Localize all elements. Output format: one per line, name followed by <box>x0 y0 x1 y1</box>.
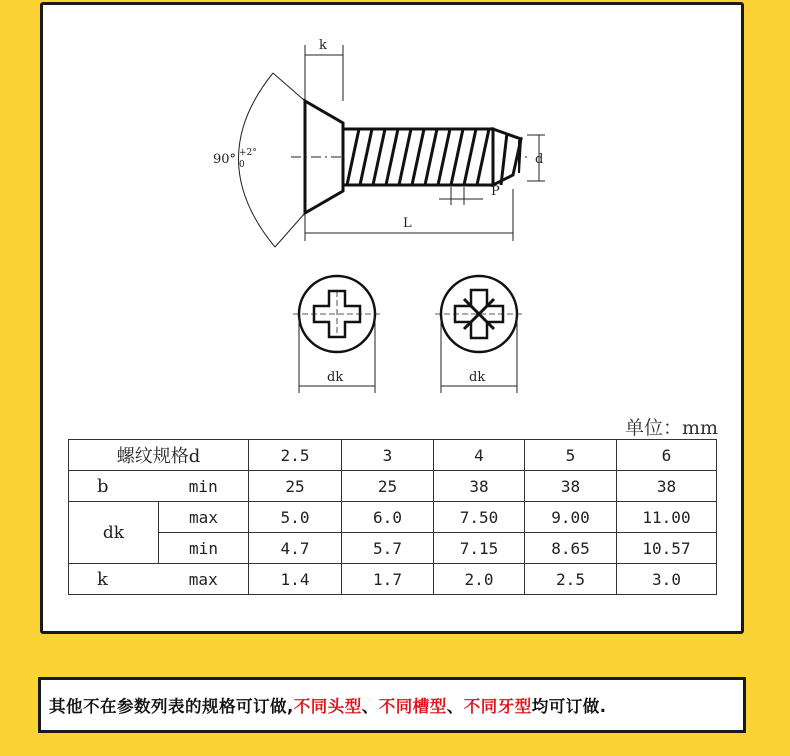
b-value: 38 <box>617 471 717 502</box>
dk-min-value: 8.65 <box>525 533 617 564</box>
size-cell: 6 <box>617 440 717 471</box>
dk-max-value: 11.00 <box>617 502 717 533</box>
b-value: 38 <box>434 471 525 502</box>
size-cell: 5 <box>525 440 617 471</box>
size-cell: 4 <box>434 440 525 471</box>
k-value: 3.0 <box>617 564 717 595</box>
phillips-head-icon <box>293 276 381 352</box>
label-dk-right: dk <box>469 370 486 385</box>
dk-max-sub: max <box>159 502 249 533</box>
b-sub: min <box>159 471 249 502</box>
table-row-dk-max <box>69 502 717 533</box>
k-label: k <box>69 564 159 595</box>
header-label: 螺纹规格d <box>69 440 249 471</box>
table-row-b <box>69 471 717 502</box>
dk-max-value: 9.00 <box>525 502 617 533</box>
size-cell: 3 <box>342 440 434 471</box>
table-row-k <box>69 564 717 595</box>
label-d: d <box>535 152 544 167</box>
note-separator: 、 <box>446 697 464 716</box>
label-dk-left: dk <box>327 370 344 385</box>
dk-min-value: 5.7 <box>342 533 434 564</box>
b-value: 25 <box>342 471 434 502</box>
dk-max-value: 7.50 <box>434 502 525 533</box>
screw-technical-drawing <box>43 5 743 405</box>
note-red-head-type: 不同头型 <box>293 697 362 716</box>
note-text-end: 均可订做. <box>531 697 607 716</box>
k-value: 2.5 <box>525 564 617 595</box>
label-l: L <box>403 216 412 231</box>
label-angle-tol-bottom: 0 <box>239 160 245 170</box>
label-k: k <box>319 38 327 53</box>
k-sub: max <box>159 564 249 595</box>
dk-min-value: 10.57 <box>617 533 717 564</box>
k-value: 1.7 <box>342 564 434 595</box>
b-value: 38 <box>525 471 617 502</box>
spec-table <box>68 439 717 595</box>
dk-label: dk <box>69 502 159 564</box>
custom-order-note <box>38 677 746 733</box>
dk-min-value: 4.7 <box>249 533 342 564</box>
size-cell: 2.5 <box>249 440 342 471</box>
label-p: P <box>491 184 500 199</box>
note-red-thread-type: 不同牙型 <box>463 697 532 716</box>
table-row-dk-min <box>69 533 717 564</box>
label-angle: 90° <box>213 152 237 167</box>
spec-panel <box>40 2 744 634</box>
dk-max-value: 5.0 <box>249 502 342 533</box>
table-row-header <box>69 440 717 471</box>
pozidriv-head-icon <box>435 276 523 352</box>
k-value: 2.0 <box>434 564 525 595</box>
b-label: b <box>69 471 159 502</box>
note-text-start: 其他不在参数列表的规格可订做, <box>49 697 294 716</box>
dk-min-sub: min <box>159 533 249 564</box>
b-value: 25 <box>249 471 342 502</box>
label-angle-tol-top: +2° <box>239 148 257 158</box>
note-red-slot-type: 不同槽型 <box>378 697 447 716</box>
dk-min-value: 7.15 <box>434 533 525 564</box>
dk-max-value: 6.0 <box>342 502 434 533</box>
note-separator: 、 <box>361 697 379 716</box>
unit-label: 单位：mm <box>625 417 719 439</box>
k-value: 1.4 <box>249 564 342 595</box>
